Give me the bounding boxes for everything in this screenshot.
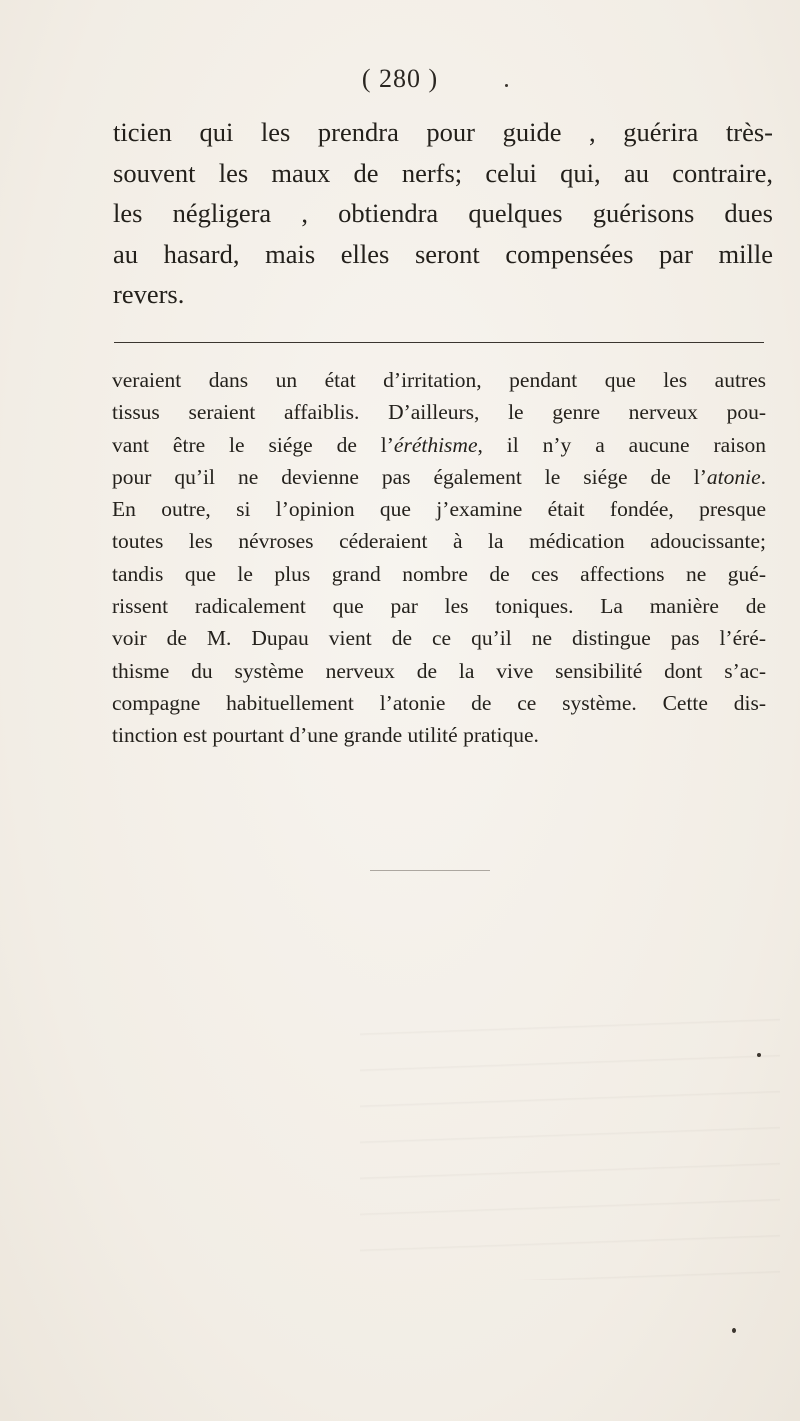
- footnote-line: En outre, si l’opinion que j’examine était fondée, presque: [112, 497, 766, 522]
- paper-speck: [732, 1328, 736, 1333]
- footnote-divider: [114, 342, 764, 343]
- footnote-text: , il n’y a aucune raison: [477, 432, 766, 457]
- page-number: ( 280 ): [361, 64, 439, 93]
- footnote-line: thisme du système nerveux de la vive sensibilité dont s’ac-: [112, 658, 766, 683]
- paper-speck: [505, 84, 508, 87]
- footnote-line: [112, 429, 766, 461]
- footnote-line: tinction est pourtant d’une grande utilité pratique.: [112, 723, 539, 748]
- main-line: les négligera , obtiendra quelques guérisons dues: [113, 198, 773, 228]
- main-paragraph: [113, 112, 773, 315]
- footnote-text: vant être le siége de l’: [112, 432, 394, 457]
- footnote-italic-term: atonie: [706, 464, 761, 489]
- footnote-line: compagne habituellement l’atonie de ce système. Cette dis-: [112, 690, 766, 715]
- main-line: souvent les maux de nerfs; celui qui, au contraire,: [113, 157, 773, 188]
- main-line: au hasard, mais elles seront compensées par mille: [113, 238, 773, 269]
- show-through-texture: [360, 1000, 780, 1280]
- footnote-line: toutes les névroses céderaient à la médication adoucissante;: [112, 529, 766, 554]
- footnote-line: [112, 461, 766, 493]
- footnote-line: veraient dans un état d’irritation, pendant que les autres: [112, 368, 766, 392]
- footnote: [112, 364, 766, 752]
- end-rule: [370, 870, 490, 871]
- main-line: revers.: [113, 279, 185, 309]
- main-line: ticien qui les prendra pour guide , guérira très-: [113, 117, 773, 147]
- footnote-text: .: [760, 464, 766, 489]
- footnote-line: voir de M. Dupau vient de ce qu’il ne distingue pas l’éré-: [112, 626, 766, 651]
- footnote-line: tissus seraient affaiblis. D’ailleurs, le genre nerveux pou-: [112, 400, 766, 425]
- paper-speck: [757, 1053, 761, 1057]
- footnote-text: pour qu’il ne devienne pas également le siége de l’: [112, 464, 707, 489]
- footnote-line: tandis que le plus grand nombre de ces affections ne gué-: [112, 561, 766, 586]
- footnote-italic-term: éréthisme: [393, 432, 478, 457]
- footnote-line: rissent radicalement que par les toniques. La manière de: [112, 594, 766, 619]
